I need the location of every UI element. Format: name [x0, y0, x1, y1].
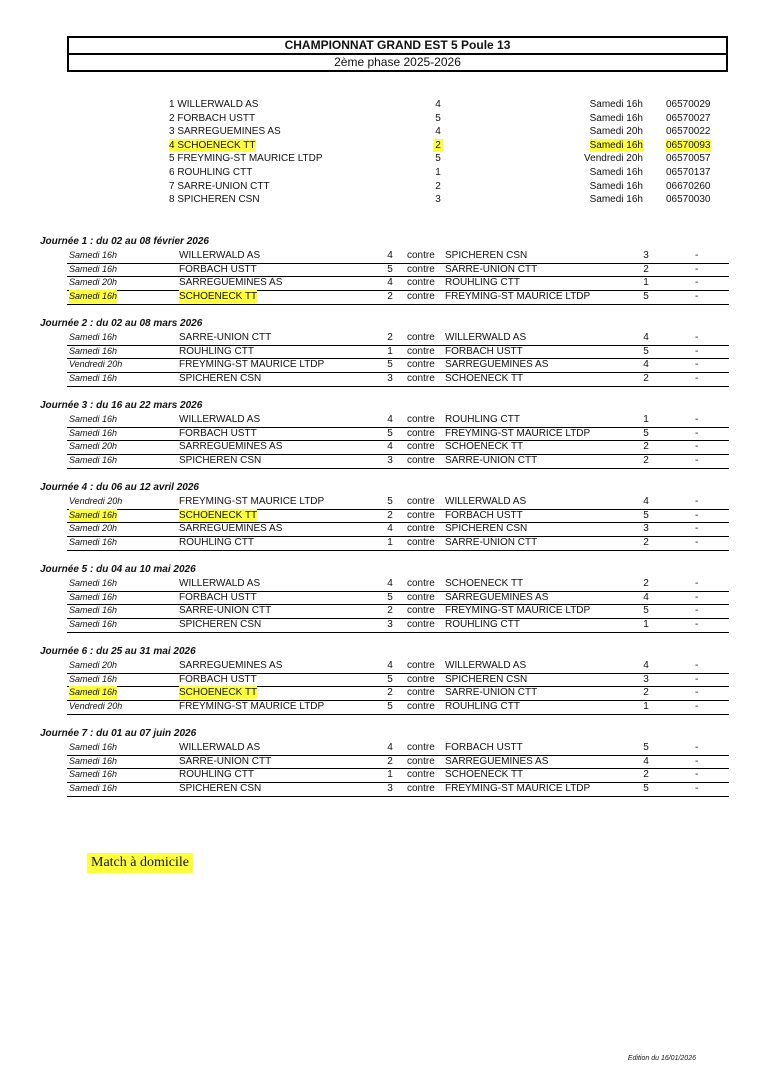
contre-label: contre	[407, 591, 435, 603]
home-team: SPICHEREN CSN	[179, 783, 262, 795]
edition-date: Edition du 16/01/2026	[627, 1055, 696, 1062]
away-number: 5	[643, 605, 649, 617]
match-row	[67, 755, 729, 770]
away-team: WILLERWALD AS	[445, 660, 527, 671]
home-number: 1	[387, 537, 393, 549]
home-number: 3	[387, 373, 393, 385]
contre-label: contre	[407, 441, 435, 453]
score-placeholder: -	[695, 441, 699, 453]
match-row	[67, 509, 729, 524]
match-row	[67, 331, 729, 346]
team-number: 1	[435, 166, 441, 178]
team-row	[0, 125, 768, 139]
match-time: Samedi 16h	[69, 332, 118, 342]
away-team: SPICHEREN CSN	[445, 673, 528, 685]
contre-label: contre	[407, 345, 435, 357]
team-row	[0, 166, 768, 180]
match-time: Samedi 20h	[69, 277, 118, 288]
contre-label: contre	[407, 660, 435, 671]
away-team: FORBACH USTT	[445, 742, 523, 753]
contre-label: contre	[407, 277, 435, 289]
match-row	[67, 618, 729, 633]
home-team: WILLERWALD AS	[179, 414, 261, 425]
score-placeholder: -	[695, 619, 699, 631]
score-placeholder: -	[695, 509, 699, 521]
home-team: SCHOENECK TT	[179, 509, 258, 521]
match-row	[67, 659, 729, 674]
away-team: ROUHLING CTT	[445, 414, 520, 425]
home-team: FORBACH USTT	[179, 427, 257, 439]
contre-label: contre	[407, 578, 435, 589]
score-placeholder: -	[695, 605, 699, 617]
contre-label: contre	[407, 619, 435, 631]
team-number: 2	[435, 180, 441, 192]
match-time: Samedi 16h	[69, 619, 118, 630]
away-team: ROUHLING CTT	[445, 619, 520, 631]
home-number: 4	[387, 523, 393, 535]
journee-title: Journée 7 : du 01 au 07 juin 2026	[40, 728, 197, 739]
score-placeholder: -	[695, 578, 699, 589]
contre-label: contre	[407, 496, 435, 507]
journee-title: Journée 1 : du 02 au 08 février 2026	[40, 236, 209, 247]
away-team: SARRE-UNION CTT	[445, 263, 538, 275]
team-name: 4 SCHOENECK TT	[169, 139, 256, 151]
away-team: SCHOENECK TT	[445, 373, 524, 385]
match-time: Vendredi 20h	[69, 701, 123, 712]
match-row	[67, 454, 729, 469]
contre-label: contre	[407, 673, 435, 685]
away-team: FREYMING-ST MAURICE LTDP	[445, 291, 591, 303]
team-number: 5	[435, 112, 441, 124]
home-number: 5	[387, 673, 393, 685]
match-time: Samedi 16h	[69, 250, 118, 260]
score-placeholder: -	[695, 591, 699, 603]
match-time: Samedi 16h	[69, 687, 118, 698]
match-time: Samedi 16h	[69, 455, 118, 466]
team-row	[0, 193, 768, 207]
team-code: 06670260	[666, 180, 711, 192]
score-placeholder: -	[695, 250, 699, 261]
away-number: 2	[643, 441, 649, 453]
contre-label: contre	[407, 250, 435, 261]
match-row	[67, 700, 729, 715]
home-team: SPICHEREN CSN	[179, 373, 262, 385]
home-team: ROUHLING CTT	[179, 537, 254, 549]
away-team: SCHOENECK TT	[445, 578, 524, 589]
match-row	[67, 536, 729, 551]
journee-title: Journée 2 : du 02 au 08 mars 2026	[40, 318, 203, 329]
home-number: 1	[387, 345, 393, 357]
contre-label: contre	[407, 332, 435, 343]
contre-label: contre	[407, 523, 435, 535]
home-number: 4	[387, 250, 393, 261]
away-team: SARREGUEMINES AS	[445, 359, 549, 371]
team-name: 2 FORBACH USTT	[169, 112, 256, 124]
away-number: 1	[643, 414, 649, 425]
team-row	[0, 152, 768, 166]
home-number: 2	[387, 687, 393, 699]
home-team: FREYMING-ST MAURICE LTDP	[179, 701, 325, 713]
home-team: ROUHLING CTT	[179, 769, 254, 781]
team-number: 5	[435, 153, 441, 165]
home-number: 4	[387, 277, 393, 289]
away-number: 2	[643, 537, 649, 549]
home-team: SARRE-UNION CTT	[179, 605, 272, 617]
away-team: FORBACH USTT	[445, 345, 523, 357]
away-team: FREYMING-ST MAURICE LTDP	[445, 605, 591, 617]
match-row	[67, 686, 729, 701]
score-placeholder: -	[695, 291, 699, 303]
match-time: Samedi 16h	[69, 345, 118, 356]
home-team: SARRE-UNION CTT	[179, 755, 272, 767]
match-time: Samedi 16h	[69, 373, 118, 384]
match-row	[67, 345, 729, 360]
match-time: Samedi 16h	[69, 263, 118, 274]
score-placeholder: -	[695, 345, 699, 357]
home-team: SARREGUEMINES AS	[179, 660, 283, 671]
contre-label: contre	[407, 687, 435, 699]
match-time: Samedi 20h	[69, 523, 118, 534]
team-name: 7 SARRE-UNION CTT	[169, 180, 270, 192]
away-number: 1	[643, 701, 649, 713]
away-number: 5	[643, 509, 649, 521]
home-team: SCHOENECK TT	[179, 291, 258, 303]
match-time: Samedi 16h	[69, 578, 118, 588]
team-time: Samedi 16h	[589, 112, 643, 124]
team-time: Samedi 16h	[589, 139, 643, 151]
home-number: 4	[387, 742, 393, 753]
away-number: 4	[643, 591, 649, 603]
contre-label: contre	[407, 427, 435, 439]
away-number: 5	[643, 291, 649, 303]
away-team: WILLERWALD AS	[445, 496, 527, 507]
match-time: Samedi 16h	[69, 783, 118, 794]
contre-label: contre	[407, 263, 435, 275]
score-placeholder: -	[695, 755, 699, 767]
team-code: 06570057	[666, 153, 711, 165]
journee-title: Journée 5 : du 04 au 10 mai 2026	[40, 564, 196, 575]
score-placeholder: -	[695, 673, 699, 685]
score-placeholder: -	[695, 523, 699, 535]
away-number: 2	[643, 263, 649, 275]
match-time: Samedi 16h	[69, 769, 118, 780]
away-team: SCHOENECK TT	[445, 441, 524, 453]
home-team: WILLERWALD AS	[179, 578, 261, 589]
home-team: WILLERWALD AS	[179, 742, 261, 753]
home-number: 5	[387, 263, 393, 275]
home-team: SCHOENECK TT	[179, 687, 258, 699]
away-number: 4	[643, 755, 649, 767]
home-team: SARREGUEMINES AS	[179, 277, 283, 289]
home-number: 2	[387, 509, 393, 521]
home-team: FORBACH USTT	[179, 591, 257, 603]
match-time: Samedi 16h	[69, 427, 118, 438]
match-time: Samedi 16h	[69, 291, 118, 302]
home-number: 4	[387, 660, 393, 671]
contre-label: contre	[407, 291, 435, 303]
home-team: FREYMING-ST MAURICE LTDP	[179, 359, 325, 371]
team-row	[0, 112, 768, 126]
contre-label: contre	[407, 783, 435, 795]
match-row	[67, 358, 729, 373]
contre-label: contre	[407, 373, 435, 385]
match-row	[67, 413, 729, 428]
home-number: 3	[387, 455, 393, 467]
team-number: 3	[435, 194, 441, 206]
score-placeholder: -	[695, 427, 699, 439]
team-number: 2	[433, 139, 443, 153]
team-name: 6 ROUHLING CTT	[169, 166, 253, 178]
away-number: 3	[643, 250, 649, 261]
away-team: WILLERWALD AS	[445, 332, 527, 343]
away-team: FREYMING-ST MAURICE LTDP	[445, 783, 591, 795]
team-time: Samedi 16h	[589, 99, 643, 110]
home-team: SPICHEREN CSN	[179, 455, 262, 467]
match-row	[67, 440, 729, 455]
away-number: 1	[643, 277, 649, 289]
team-time: Samedi 16h	[589, 180, 643, 192]
away-number: 2	[643, 687, 649, 699]
away-number: 4	[643, 332, 649, 343]
score-placeholder: -	[695, 359, 699, 371]
team-code: 06570022	[666, 126, 711, 138]
away-team: FREYMING-ST MAURICE LTDP	[445, 427, 591, 439]
home-team: SARRE-UNION CTT	[179, 332, 272, 343]
page-title: CHAMPIONNAT GRAND EST 5 Poule 13	[69, 38, 726, 55]
contre-label: contre	[407, 701, 435, 713]
team-time: Vendredi 20h	[584, 153, 643, 165]
away-team: SARRE-UNION CTT	[445, 455, 538, 467]
away-number: 2	[643, 455, 649, 467]
score-placeholder: -	[695, 742, 699, 753]
match-row	[67, 263, 729, 278]
home-number: 4	[387, 441, 393, 453]
home-team: SPICHEREN CSN	[179, 619, 262, 631]
match-row	[67, 522, 729, 537]
away-team: ROUHLING CTT	[445, 701, 520, 713]
away-team: SPICHEREN CSN	[445, 250, 528, 261]
match-row	[67, 249, 729, 264]
home-number: 3	[387, 783, 393, 795]
contre-label: contre	[407, 509, 435, 521]
away-team: SARRE-UNION CTT	[445, 537, 538, 549]
match-row	[67, 768, 729, 783]
away-team: SCHOENECK TT	[445, 769, 524, 781]
match-time: Samedi 16h	[69, 755, 118, 766]
contre-label: contre	[407, 537, 435, 549]
team-number: 4	[435, 99, 441, 110]
away-number: 4	[643, 359, 649, 371]
match-time: Samedi 20h	[69, 660, 118, 670]
score-placeholder: -	[695, 455, 699, 467]
away-number: 1	[643, 619, 649, 631]
home-number: 4	[387, 414, 393, 425]
home-number: 5	[387, 359, 393, 371]
legend-home-match: Match à domicile	[87, 853, 193, 873]
score-placeholder: -	[695, 537, 699, 549]
contre-label: contre	[407, 414, 435, 425]
away-number: 4	[643, 496, 649, 507]
journee-title: Journée 3 : du 16 au 22 mars 2026	[40, 400, 203, 411]
team-time: Samedi 20h	[589, 126, 643, 138]
home-team: SARREGUEMINES AS	[179, 441, 283, 453]
match-time: Samedi 16h	[69, 537, 118, 548]
home-number: 4	[387, 578, 393, 589]
home-number: 2	[387, 605, 393, 617]
match-time: Samedi 16h	[69, 509, 118, 520]
home-number: 2	[387, 755, 393, 767]
team-code: 06570030	[666, 194, 711, 206]
away-team: FORBACH USTT	[445, 509, 523, 521]
team-number: 4	[435, 126, 441, 138]
contre-label: contre	[407, 605, 435, 617]
home-number: 2	[387, 291, 393, 303]
match-row	[67, 782, 729, 797]
contre-label: contre	[407, 769, 435, 781]
home-number: 1	[387, 769, 393, 781]
match-time: Samedi 16h	[69, 414, 118, 424]
match-time: Vendredi 20h	[69, 496, 123, 506]
match-row	[67, 577, 729, 592]
score-placeholder: -	[695, 277, 699, 289]
match-row	[67, 741, 729, 756]
away-number: 2	[643, 578, 649, 589]
score-placeholder: -	[695, 769, 699, 781]
away-number: 2	[643, 769, 649, 781]
score-placeholder: -	[695, 783, 699, 795]
journee-title: Journée 6 : du 25 au 31 mai 2026	[40, 646, 196, 657]
match-time: Samedi 20h	[69, 441, 118, 452]
home-number: 5	[387, 701, 393, 713]
home-number: 3	[387, 619, 393, 631]
match-row	[67, 673, 729, 688]
score-placeholder: -	[695, 373, 699, 385]
match-time: Samedi 16h	[69, 673, 118, 684]
away-team: SARREGUEMINES AS	[445, 591, 549, 603]
score-placeholder: -	[695, 332, 699, 343]
match-row	[67, 427, 729, 442]
home-team: FREYMING-ST MAURICE LTDP	[179, 496, 325, 507]
team-time: Samedi 16h	[589, 166, 643, 178]
team-name: 1 WILLERWALD AS	[169, 99, 259, 110]
team-time: Samedi 16h	[589, 194, 643, 206]
title-box	[67, 36, 728, 72]
away-number: 3	[643, 673, 649, 685]
home-number: 5	[387, 591, 393, 603]
score-placeholder: -	[695, 660, 699, 671]
home-team: FORBACH USTT	[179, 263, 257, 275]
score-placeholder: -	[695, 414, 699, 425]
away-number: 2	[643, 373, 649, 385]
score-placeholder: -	[695, 701, 699, 713]
team-code: 06570093	[666, 139, 711, 151]
away-number: 3	[643, 523, 649, 535]
team-row	[0, 139, 768, 153]
away-number: 5	[643, 783, 649, 795]
home-team: ROUHLING CTT	[179, 345, 254, 357]
contre-label: contre	[407, 755, 435, 767]
score-placeholder: -	[695, 496, 699, 507]
away-team: SPICHEREN CSN	[445, 523, 528, 535]
journee-title: Journée 4 : du 06 au 12 avril 2026	[40, 482, 199, 493]
page-subtitle: 2ème phase 2025-2026	[334, 55, 461, 69]
contre-label: contre	[407, 455, 435, 467]
contre-label: contre	[407, 742, 435, 753]
home-number: 5	[387, 496, 393, 507]
team-row	[0, 180, 768, 194]
score-placeholder: -	[695, 687, 699, 699]
away-number: 5	[643, 427, 649, 439]
away-team: SARRE-UNION CTT	[445, 687, 538, 699]
team-name: 3 SARREGUEMINES AS	[169, 126, 281, 138]
match-row	[67, 591, 729, 606]
match-time: Samedi 16h	[69, 591, 118, 602]
team-code: 06570137	[666, 166, 711, 178]
match-row	[67, 604, 729, 619]
team-name: 8 SPICHEREN CSN	[169, 194, 260, 206]
team-name: 5 FREYMING-ST MAURICE LTDP	[169, 153, 323, 165]
home-team: FORBACH USTT	[179, 673, 257, 685]
match-time: Samedi 16h	[69, 605, 118, 616]
away-team: SARREGUEMINES AS	[445, 755, 549, 767]
home-number: 5	[387, 427, 393, 439]
match-row	[67, 276, 729, 291]
match-row	[67, 372, 729, 387]
match-time: Samedi 16h	[69, 742, 118, 752]
away-number: 5	[643, 345, 649, 357]
team-code: 06570029	[666, 99, 711, 110]
match-row	[67, 290, 729, 305]
away-team: ROUHLING CTT	[445, 277, 520, 289]
score-placeholder: -	[695, 263, 699, 275]
match-time: Vendredi 20h	[69, 359, 123, 370]
contre-label: contre	[407, 359, 435, 371]
match-row	[67, 495, 729, 510]
team-row	[0, 98, 768, 112]
teams-list	[0, 98, 768, 207]
home-team: SARREGUEMINES AS	[179, 523, 283, 535]
away-number: 5	[643, 742, 649, 753]
away-number: 4	[643, 660, 649, 671]
home-number: 2	[387, 332, 393, 343]
team-code: 06570027	[666, 112, 711, 124]
home-team: WILLERWALD AS	[179, 250, 261, 261]
